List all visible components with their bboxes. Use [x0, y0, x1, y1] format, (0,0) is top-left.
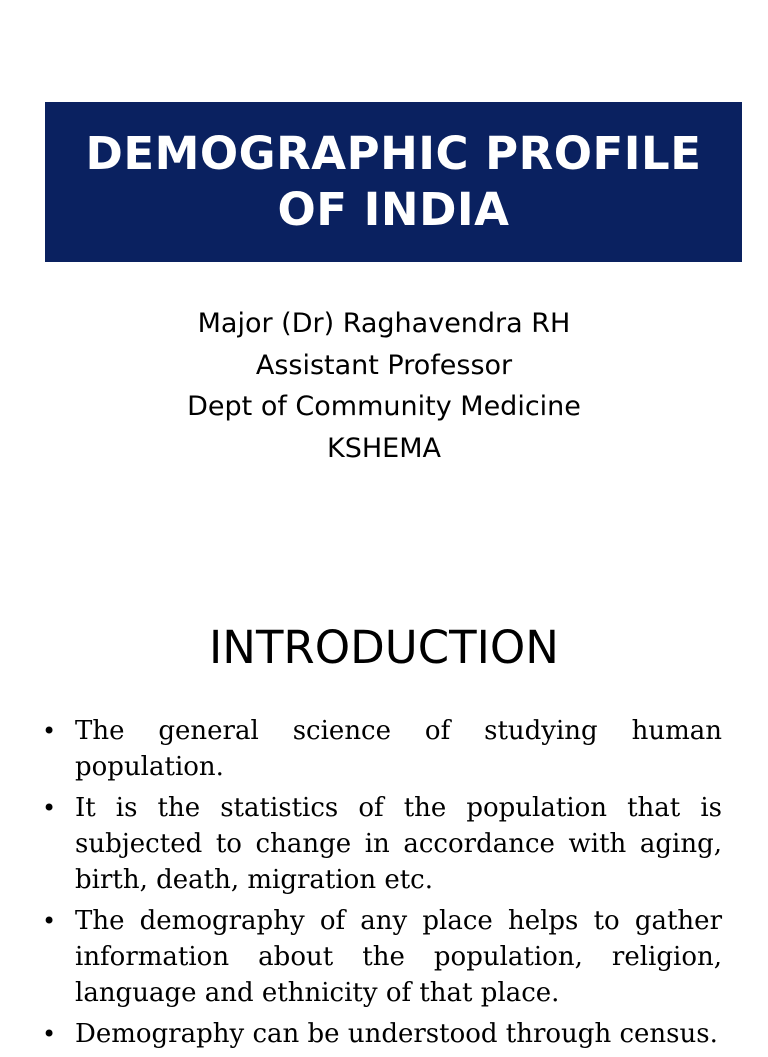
- bullet-text: It is the statistics of the population that is subjected to change in accordance with aging, birth, death, migration etc.: [75, 793, 722, 895]
- bullet-icon: •: [42, 717, 57, 745]
- title-banner: [45, 102, 742, 262]
- title-line-2: OF INDIA: [277, 183, 510, 236]
- introduction-slide: [0, 600, 768, 1049]
- list-item: [42, 790, 722, 898]
- author-institution: KSHEMA: [327, 432, 441, 464]
- presentation-title: [86, 126, 702, 238]
- author-designation: Assistant Professor: [255, 349, 513, 381]
- title-line-1: DEMOGRAPHIC PROFILE: [85, 127, 702, 180]
- bullet-icon: •: [42, 1020, 57, 1048]
- bullet-icon: •: [42, 794, 57, 822]
- author-name: Major (Dr) Raghavendra RH: [197, 308, 571, 339]
- section-heading: INTRODUCTION: [209, 621, 559, 674]
- bullet-icon: •: [42, 907, 57, 935]
- list-item: [42, 903, 722, 1011]
- list-item: [42, 713, 722, 785]
- author-info: [0, 303, 768, 469]
- bullet-text: The general science of studying human population.: [75, 716, 722, 782]
- bullet-text: Demography can be understood through census.: [75, 1019, 718, 1049]
- bullet-text: The demography of any place helps to gather information about the population, religion, language and ethnicity of that place.: [75, 906, 722, 1008]
- list-item: [42, 1016, 722, 1052]
- author-department: Dept of Community Medicine: [187, 391, 581, 422]
- bullet-list: [42, 713, 722, 1057]
